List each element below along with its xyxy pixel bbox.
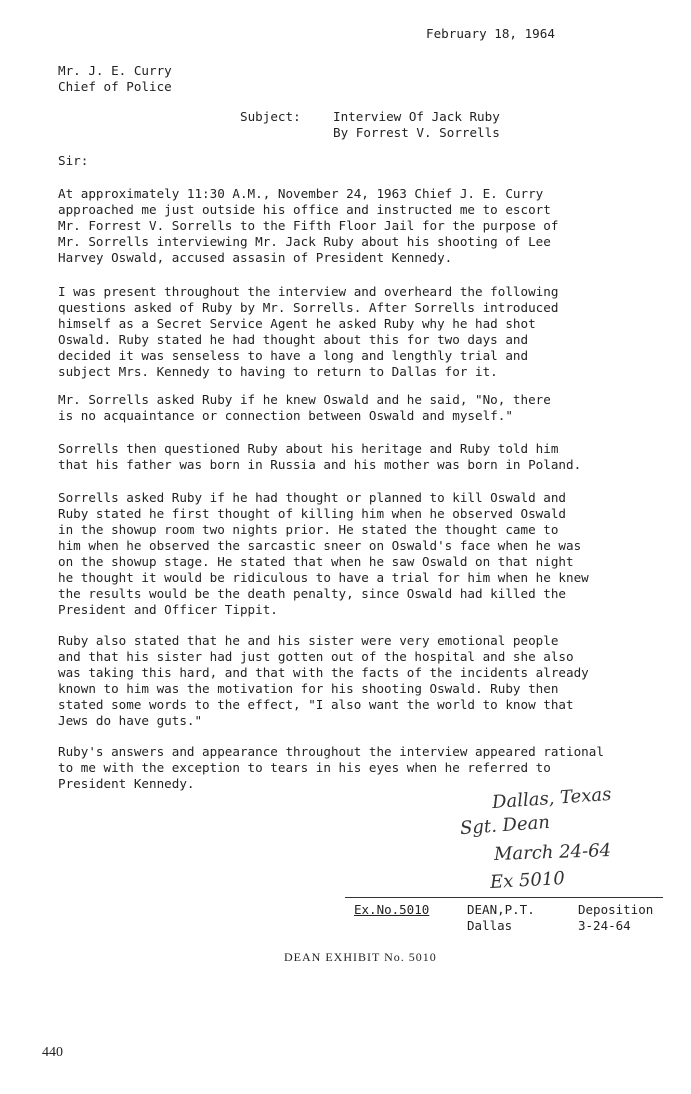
deposition-date: 3-24-64 — [578, 918, 631, 933]
paragraph-1 — [58, 186, 618, 266]
addressee-name: Mr. J. E. Curry — [58, 63, 172, 78]
paragraph-line: subject Mrs. Kennedy to having to return to Dallas for it. — [58, 364, 498, 379]
paragraph-line: in the showup room two nights prior. He stated the thought came to — [58, 522, 559, 537]
paragraph-2 — [58, 284, 618, 380]
paragraph-line: approached me just outside his office and instructed me to escort — [58, 202, 551, 217]
exhibit-caption: DEAN EXHIBIT No. 5010 — [284, 950, 437, 964]
witness-name: DEAN,P.T. — [467, 902, 535, 917]
paragraph-line: Sorrells then questioned Ruby about his heritage and Ruby told him — [58, 441, 559, 456]
paragraph-line: Ruby also stated that he and his sister were very emotional people — [58, 633, 559, 648]
subject-line-1: Interview Of Jack Ruby — [333, 109, 500, 124]
paragraph-line: was taking this hard, and that with the facts of the incidents already — [58, 665, 589, 680]
handwritten-note-line-3: March 24-64 — [493, 839, 612, 866]
subject-line-2: By Forrest V. Sorrells — [333, 125, 500, 140]
paragraph-line: to me with the exception to tears in his eyes when he referred to — [58, 760, 551, 775]
page-number: 440 — [42, 1045, 63, 1060]
paragraph-line: stated some words to the effect, "I also want the world to know that — [58, 697, 574, 712]
paragraph-line: the results would be the death penalty, since Oswald had killed the — [58, 586, 566, 601]
salutation: Sir: — [58, 153, 89, 168]
paragraph-line: Jews do have guts." — [58, 713, 203, 728]
handwritten-note-line-2: Sgt. Dean — [459, 811, 551, 840]
paragraph-line: At approximately 11:30 A.M., November 24, 1963 Chief J. E. Curry — [58, 186, 544, 201]
paragraph-6 — [58, 633, 618, 729]
paragraph-line: Mr. Sorrells interviewing Mr. Jack Ruby about his shooting of Lee — [58, 234, 551, 249]
paragraph-line: President and Officer Tippit. — [58, 602, 278, 617]
paragraph-line: Sorrells asked Ruby if he had thought or planned to kill Oswald and — [58, 490, 566, 505]
paragraph-4 — [58, 441, 618, 473]
paragraph-line: known to him was the motivation for his shooting Oswald. Ruby then — [58, 681, 559, 696]
paragraph-line: himself as a Secret Service Agent he asked Ruby why he had shot — [58, 316, 536, 331]
handwritten-note-line-1: Dallas, Texas — [491, 783, 613, 814]
exhibit-number: Ex.No.5010 — [354, 902, 430, 917]
exhibit-stamp-rule — [345, 897, 663, 898]
paragraph-line: is no acquaintance or connection between Oswald and myself." — [58, 408, 513, 423]
paragraph-line: Mr. Sorrells asked Ruby if he knew Oswald and he said, "No, there — [58, 392, 551, 407]
letter-date: February 18, 1964 — [426, 26, 555, 41]
paragraph-line: Ruby stated he first thought of killing him when he observed Oswald — [58, 506, 566, 521]
paragraph-3 — [58, 392, 618, 424]
paragraph-line: questions asked of Ruby by Mr. Sorrells. After Sorrells introduced — [58, 300, 559, 315]
witness-city: Dallas — [467, 918, 513, 933]
paragraph-5 — [58, 490, 618, 618]
deposition-label: Deposition — [578, 902, 654, 917]
paragraph-line: Ruby's answers and appearance throughout the interview appeared rational — [58, 744, 604, 759]
paragraph-line: that his father was born in Russia and his mother was born in Poland. — [58, 457, 582, 472]
addressee-title: Chief of Police — [58, 79, 172, 94]
paragraph-line: Oswald. Ruby stated he had thought about this for two days and — [58, 332, 529, 347]
paragraph-line: decided it was senseless to have a long and lengthly trial and — [58, 348, 529, 363]
paragraph-line: I was present throughout the interview and overheard the following — [58, 284, 559, 299]
paragraph-line: Mr. Forrest V. Sorrells to the Fifth Floor Jail for the purpose of — [58, 218, 559, 233]
paragraph-line: and that his sister had just gotten out of the hospital and she also — [58, 649, 574, 664]
subject-label: Subject: — [240, 109, 301, 124]
handwritten-note-line-4: Ex 5010 — [489, 868, 566, 893]
paragraph-7 — [58, 744, 618, 792]
paragraph-line: he thought it would be ridiculous to have a trial for him when he knew — [58, 570, 589, 585]
paragraph-line: him when he observed the sarcastic sneer on Oswald's face when he was — [58, 538, 582, 553]
paragraph-line: on the showup stage. He stated that when he saw Oswald on that night — [58, 554, 574, 569]
paragraph-line: Harvey Oswald, accused assasin of President Kennedy. — [58, 250, 453, 265]
paragraph-line: President Kennedy. — [58, 776, 195, 791]
